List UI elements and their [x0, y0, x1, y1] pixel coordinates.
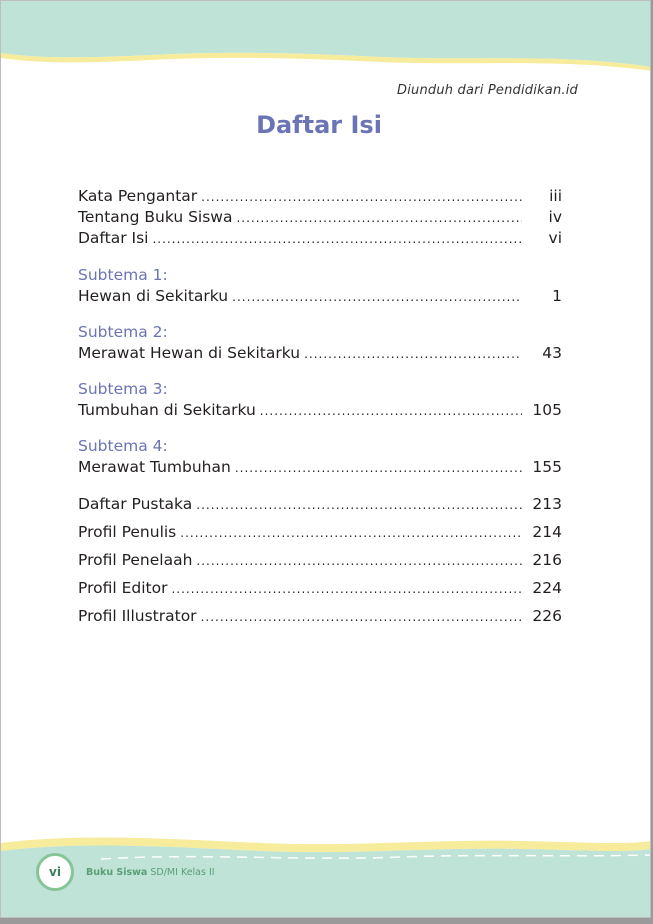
toc-entry-label: Profil Penelaah [78, 551, 193, 569]
toc-entry[interactable] [78, 457, 562, 478]
toc-entry-page: vi [548, 229, 562, 247]
toc-entry-page: 105 [532, 401, 562, 419]
book-subtitle: SD/MI Kelas II [150, 867, 215, 878]
toc-leader-dots [235, 458, 522, 479]
toc-entry-label: Profil Editor [78, 579, 168, 597]
toc-leader-dots [152, 229, 522, 250]
toc-entry[interactable] [78, 494, 562, 515]
toc-entry[interactable] [78, 400, 562, 421]
toc-leader-dots [201, 607, 522, 628]
toc-entry-page: iii [549, 187, 562, 205]
toc-entry-label: Profil Illustrator [78, 607, 197, 625]
toc-entry-page: 155 [532, 458, 562, 476]
toc-leader-dots [232, 287, 522, 308]
toc-leader-dots [236, 208, 522, 229]
toc-entry-label: Tumbuhan di Sekitarku [78, 401, 256, 419]
toc-leader-dots [180, 523, 522, 544]
page-edge-shadow [0, 918, 653, 924]
download-source-note: Diunduh dari Pendidikan.id [396, 83, 578, 98]
toc-entry-page: 226 [532, 607, 562, 625]
subtheme-heading: Subtema 2: [78, 323, 168, 341]
toc-entry[interactable] [78, 207, 562, 228]
toc-leader-dots [171, 579, 522, 600]
toc-entry-page: 224 [532, 579, 562, 597]
header-wave-band [1, 1, 651, 81]
toc-entry-page: 214 [532, 523, 562, 541]
page-number: vi [49, 865, 61, 879]
footer-book-title [86, 867, 215, 878]
toc-entry[interactable] [78, 286, 562, 307]
toc-leader-dots [304, 344, 522, 365]
toc-entry-label: Merawat Hewan di Sekitarku [78, 344, 301, 362]
toc-entry-page: 216 [532, 551, 562, 569]
toc-entry[interactable] [78, 228, 562, 249]
toc-entry[interactable] [78, 343, 562, 364]
subtheme-heading: Subtema 4: [78, 437, 168, 455]
toc-entry[interactable] [78, 186, 562, 207]
toc-entry-label: Merawat Tumbuhan [78, 458, 231, 476]
toc-entry[interactable] [78, 606, 562, 627]
toc-entry-label: Hewan di Sekitarku [78, 287, 229, 305]
toc-entry[interactable] [78, 550, 562, 571]
subtheme-heading: Subtema 3: [78, 380, 168, 398]
page-title: Daftar Isi [256, 111, 382, 139]
toc-entry-page: 213 [532, 495, 562, 513]
table-of-contents [78, 186, 562, 627]
toc-leader-dots [196, 551, 522, 572]
toc-entry[interactable] [78, 578, 562, 599]
toc-entry-label: Profil Penulis [78, 523, 177, 541]
toc-entry-page: 43 [542, 344, 562, 362]
toc-entry-page: 1 [552, 287, 562, 305]
toc-entry-page: iv [548, 208, 562, 226]
toc-leader-dots [196, 495, 522, 516]
toc-entry-label: Daftar Pustaka [78, 495, 193, 513]
toc-entry-label: Kata Pengantar [78, 187, 198, 205]
toc-entry-label: Daftar Isi [78, 229, 149, 247]
page-number-badge [36, 853, 74, 891]
toc-leader-dots [260, 401, 522, 422]
toc-entry-label: Tentang Buku Siswa [78, 208, 233, 226]
subtheme-heading: Subtema 1: [78, 266, 168, 284]
book-title: Buku Siswa [86, 867, 148, 878]
toc-entry[interactable] [78, 522, 562, 543]
toc-leader-dots [201, 187, 522, 208]
